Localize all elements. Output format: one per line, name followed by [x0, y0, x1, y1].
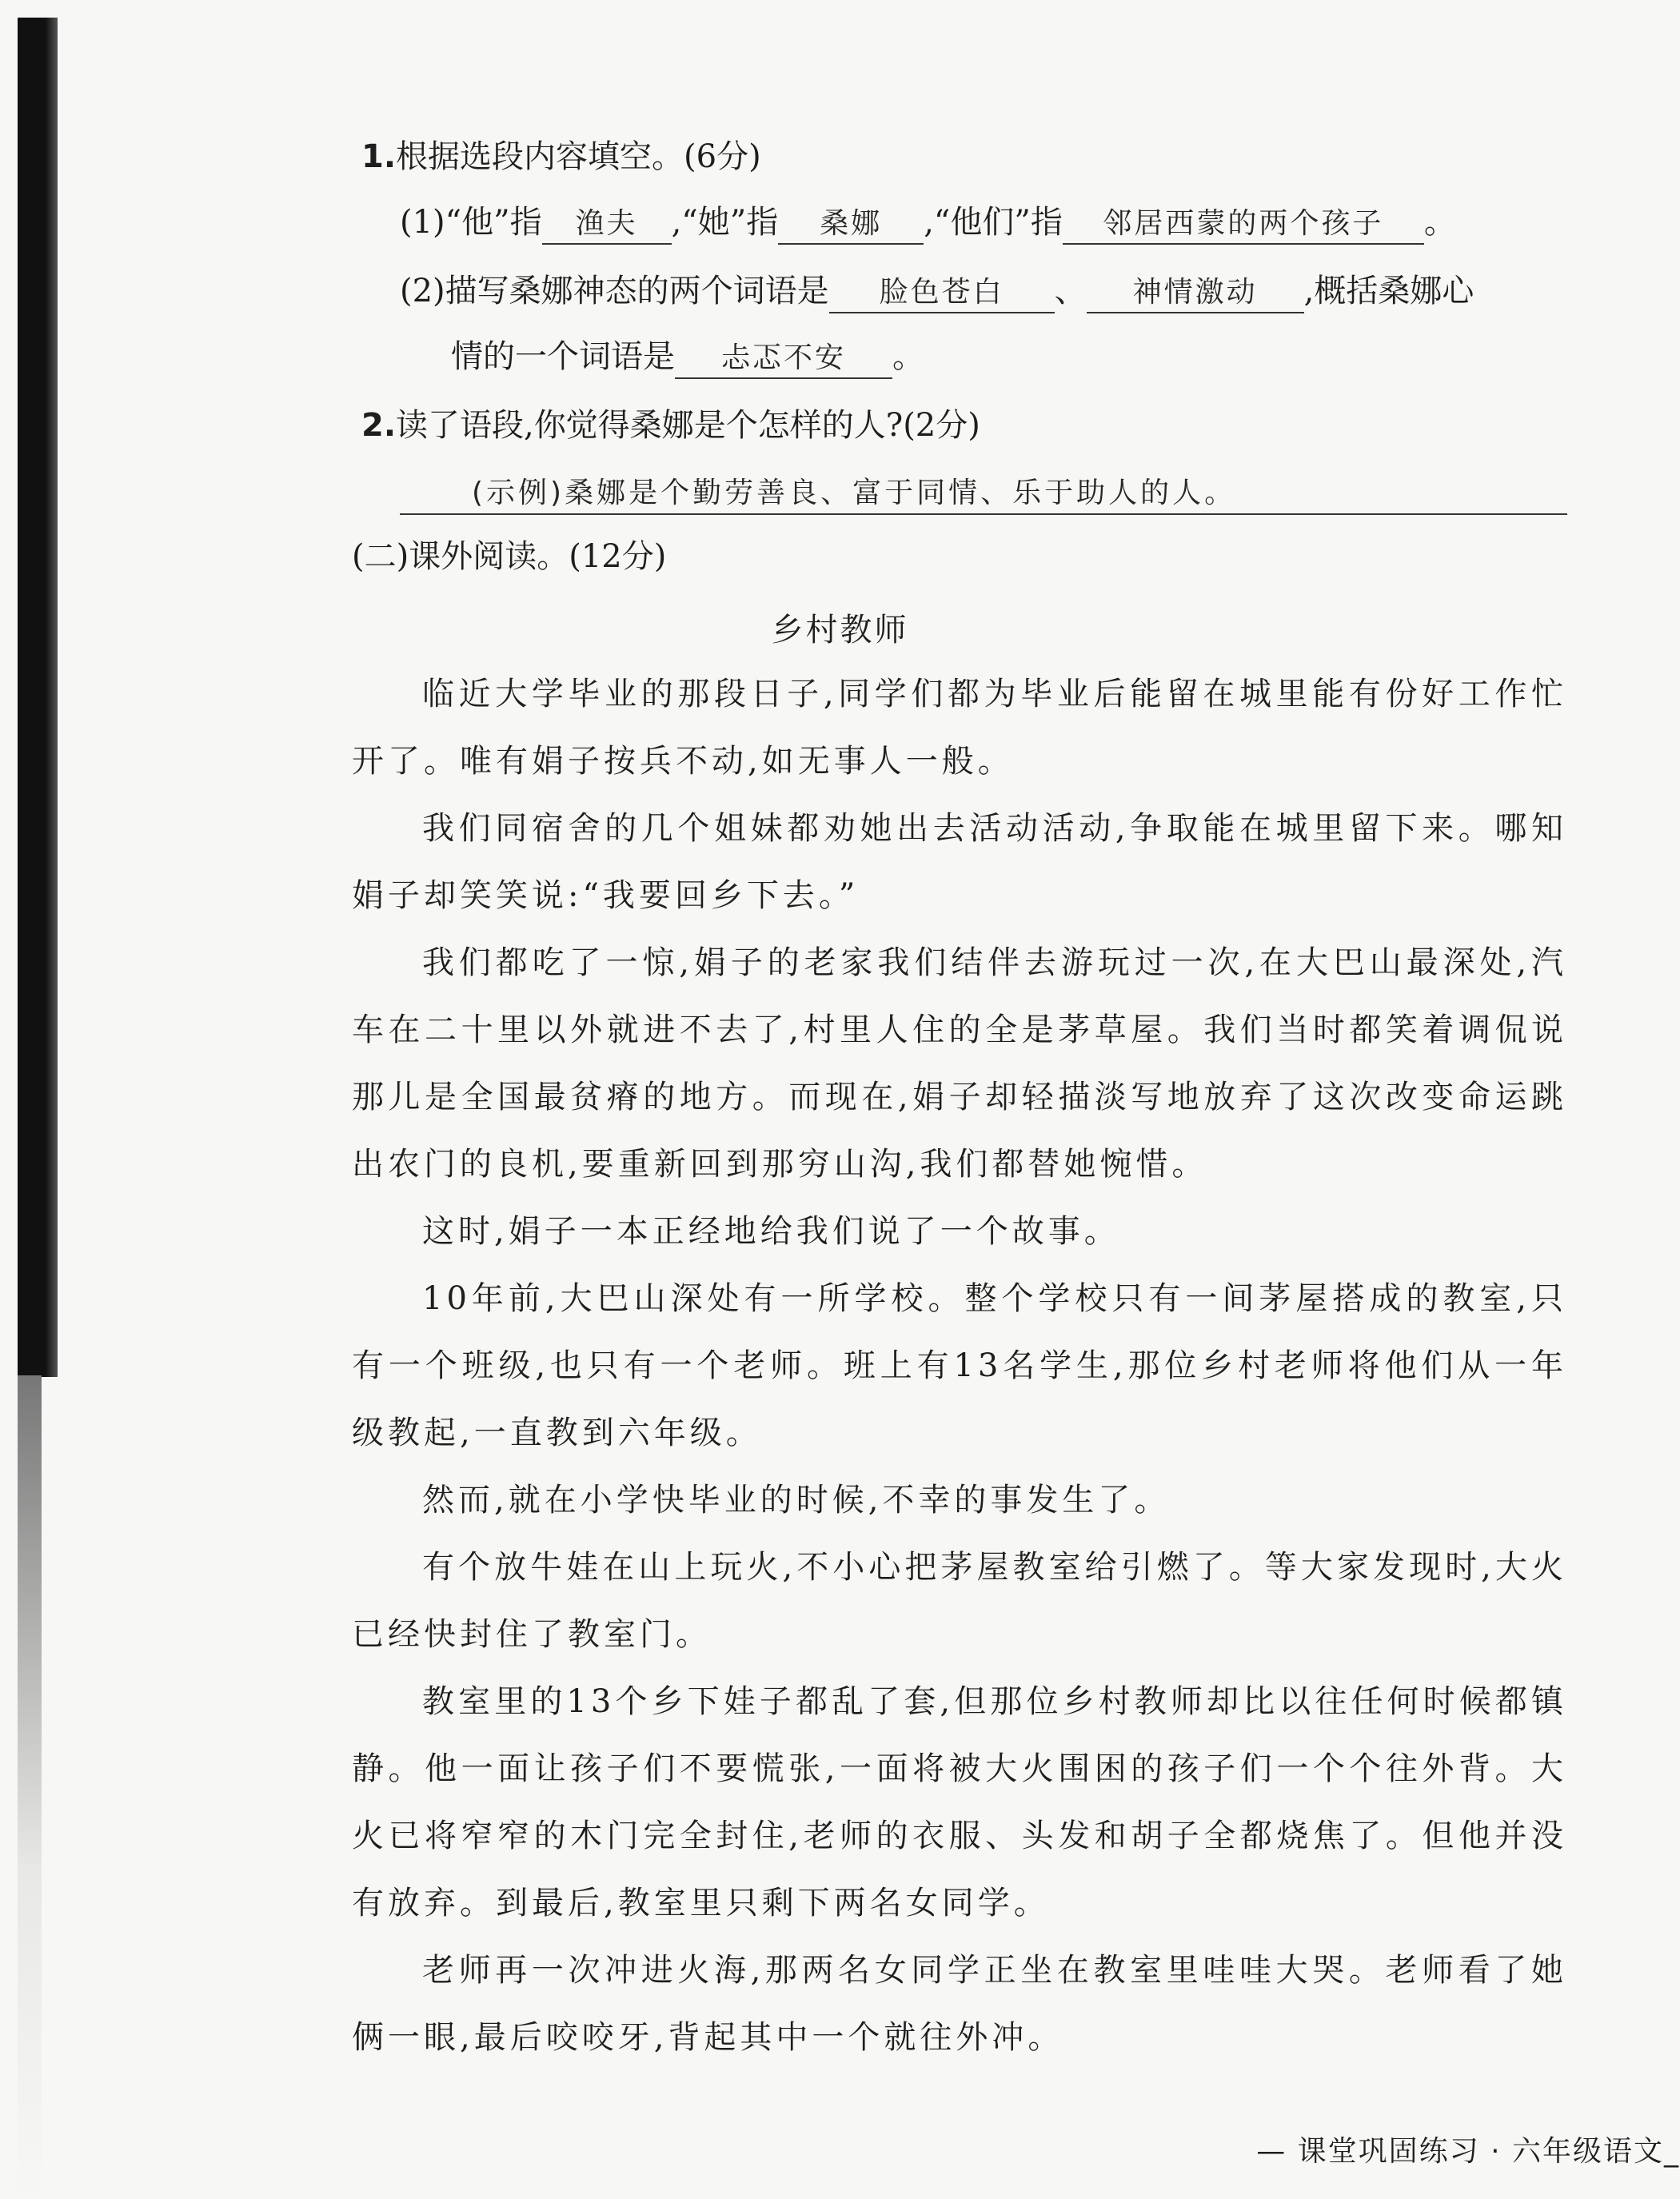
article-paragraph: 教室里的13个乡下娃子都乱了套,但那位乡村教师却比以往任何时候都镇静。他一面让孩子们不要慌张,一面将被大火围困的孩子们一个个往外背。大火已将窄窄的木门完全封住,老师的衣服、头发和胡子全都烧焦了。但他并没有放弃。到最后,教室里只剩下两名女同学。: [352, 1683, 1567, 1922]
page-footer: — 课堂巩固练习 · 六年级语文_: [1256, 2135, 1680, 2168]
question-1-part-2-cont: [451, 337, 924, 379]
prompt-text: ,“她”指: [671, 204, 779, 241]
answer-blank[interactable]: 渔夫: [542, 205, 672, 245]
article-paragraph: 然而,就在小学快毕业的时候,不幸的事发生了。: [422, 1482, 1171, 1519]
part-label: (1): [400, 204, 445, 241]
question-1-part-2: [400, 272, 1474, 313]
prompt-text: 描写桑娜神态的两个词语是: [445, 273, 829, 309]
prompt-text: 。: [892, 338, 924, 375]
prompt-text: 。: [1423, 204, 1456, 241]
answer-blank[interactable]: 邻居西蒙的两个孩子: [1063, 205, 1424, 245]
answer-blank[interactable]: 脸色苍白: [829, 273, 1055, 313]
question-1: [361, 138, 761, 176]
question-2: [361, 406, 980, 445]
question-2-number: 2.: [361, 407, 397, 444]
answer-blank[interactable]: 桑娜: [778, 205, 924, 245]
section-heading: (二)课外阅读。(12分): [352, 538, 667, 575]
article-paragraph: 10年前,大巴山深处有一所学校。整个学校只有一间茅屋搭成的教室,只有一个班级,也只有一个老师。班上有13名学生,那位乡村老师将他们从一年级教起,一直教到六年级。: [352, 1280, 1567, 1451]
article-paragraph: 我们同宿舍的几个姐妹都劝她出去活动活动,争取能在城里留下来。哪知娟子却笑笑说:“我要回乡下去。”: [352, 810, 1567, 914]
prompt-text: 、: [1054, 273, 1087, 309]
prompt-text: ,“他们”指: [924, 204, 1063, 241]
question-1-number: 1.: [361, 138, 397, 175]
part-label: (2): [400, 273, 445, 309]
binding-shadow: [18, 18, 58, 1377]
question-1-part-1: [400, 203, 1456, 245]
prompt-text: 情的一个词语是: [451, 338, 675, 375]
binding-shadow-fade: [18, 1375, 42, 2199]
article-paragraph: 这时,娟子一本正经地给我们说了一个故事。: [422, 1213, 1120, 1250]
question-1-text: 根据选段内容填空。(6分): [396, 138, 761, 175]
prompt-text: “他”指: [445, 204, 542, 241]
article-paragraph: 有个放牛娃在山上玩火,不小心把茅屋教室给引燃了。等大家发现时,大火已经快封住了教室门。: [352, 1549, 1567, 1653]
question-2-answer-line[interactable]: (示例)桑娜是个勤劳善良、富于同情、乐于助人的人。: [400, 470, 1567, 515]
answer-blank[interactable]: 神情激动: [1087, 273, 1304, 313]
answer-blank[interactable]: 忐忑不安: [675, 339, 892, 379]
article-paragraph: 我们都吃了一惊,娟子的老家我们结伴去游玩过一次,在大巴山最深处,汽车在二十里以外就进不去了,村里人住的全是茅草屋。我们当时都笑着调侃说那儿是全国最贫瘠的地方。而现在,娟子却轻描淡写地放弃了这次改变命运跳出农门的良机,要重新回到那穷山沟,我们都替她惋惜。: [352, 944, 1567, 1183]
article-title: 乡村教师: [771, 612, 909, 649]
question-2-text: 读了语段,你觉得桑娜是个怎样的人?(2分): [396, 407, 980, 444]
prompt-text: ,概括桑娜心: [1303, 273, 1474, 309]
article-paragraph: 临近大学毕业的那段日子,同学们都为毕业后能留在城里能有份好工作忙开了。唯有娟子按兵不动,如无事人一般。: [352, 676, 1567, 780]
article-paragraph: 老师再一次冲进火海,那两名女同学正坐在教室里哇哇大哭。老师看了她俩一眼,最后咬咬牙,背起其中一个就往外冲。: [352, 1952, 1567, 2056]
